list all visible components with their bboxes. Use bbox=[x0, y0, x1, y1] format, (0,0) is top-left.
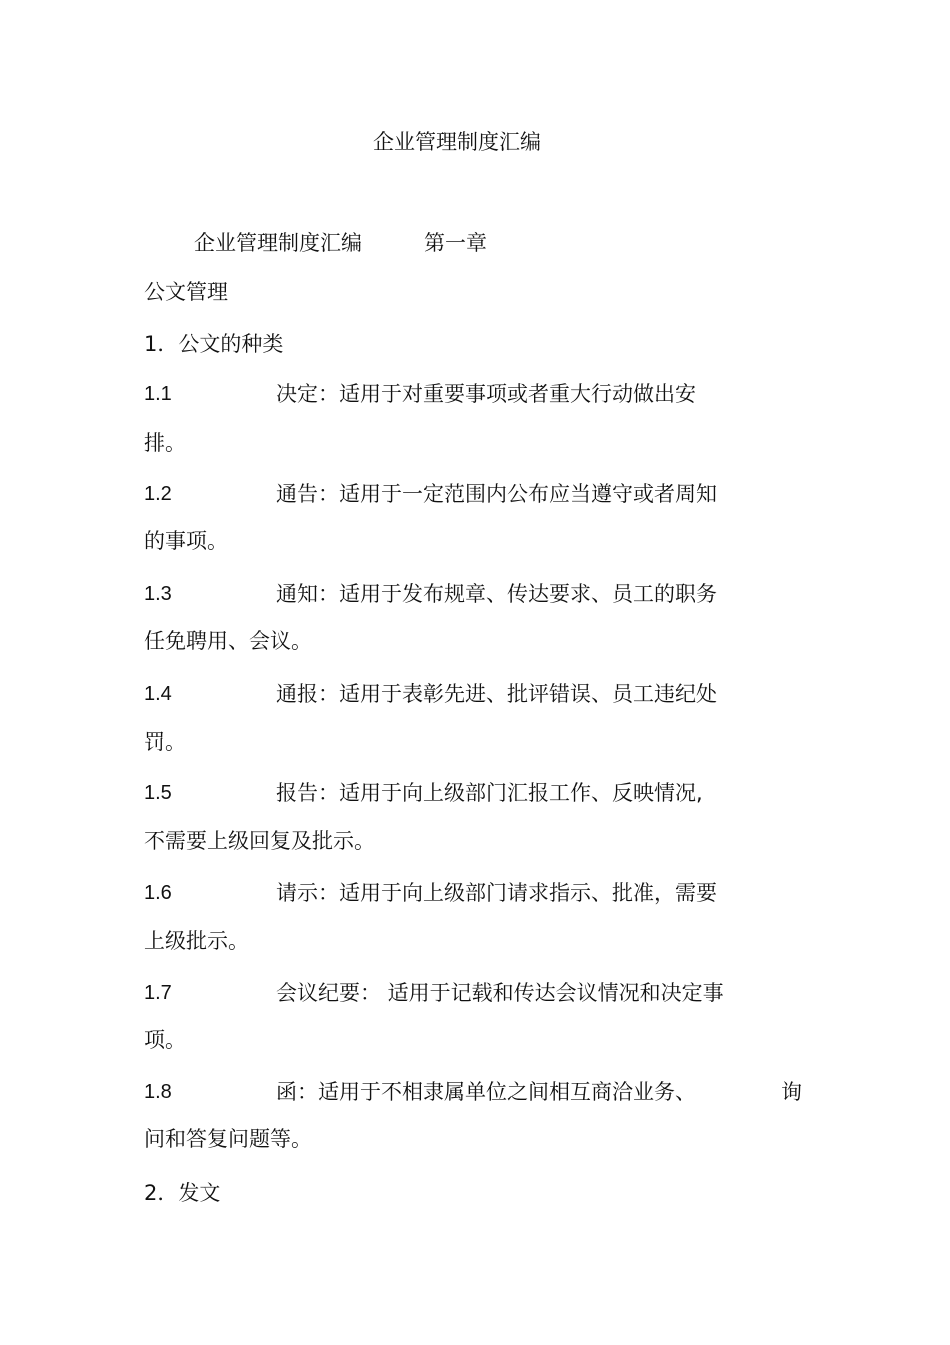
item-number: 1.7 bbox=[144, 982, 172, 1004]
item-text-line1-tail: 询 bbox=[781, 1080, 802, 1104]
item-text-line1: 通报：适用于表彰先进、批评错误、员工违纪处 bbox=[276, 682, 717, 706]
item-text-line1: 函：适用于不相隶属单位之间相互商洽业务、 bbox=[276, 1080, 696, 1104]
item-text-line2: 上级批示。 bbox=[144, 929, 249, 953]
item-text-line2: 不需要上级回复及批示。 bbox=[144, 829, 375, 853]
chapter-name: 公文管理 bbox=[144, 280, 228, 304]
item-text-line2: 任免聘用、会议。 bbox=[144, 629, 312, 653]
item-text-line1: 报告：适用于向上级部门汇报工作、反映情况, bbox=[276, 781, 703, 805]
item-text-line1: 会议纪要： 适用于记载和传达会议情况和决定事 bbox=[276, 981, 724, 1005]
item-number: 1.3 bbox=[144, 583, 172, 605]
item-text-line2: 项。 bbox=[144, 1028, 186, 1052]
item-text-line2: 排。 bbox=[144, 431, 186, 455]
document-title: 企业管理制度汇编 bbox=[373, 130, 541, 154]
item-number: 1.1 bbox=[144, 383, 172, 405]
item-text-line1: 请示：适用于向上级部门请求指示、批准，需要 bbox=[276, 881, 717, 905]
item-number: 1.8 bbox=[144, 1081, 172, 1103]
item-number: 1.2 bbox=[144, 483, 172, 505]
document-subtitle-left: 企业管理制度汇编 bbox=[194, 231, 362, 255]
item-text-line2: 的事项。 bbox=[144, 529, 228, 553]
item-number: 1.5 bbox=[144, 782, 172, 804]
item-text-line1: 决定：适用于对重要事项或者重大行动做出安 bbox=[276, 382, 696, 406]
item-text-line1: 通知：适用于发布规章、传达要求、员工的职务 bbox=[276, 582, 717, 606]
section-heading-1: 1．公文的种类 bbox=[144, 332, 284, 356]
item-number: 1.6 bbox=[144, 882, 172, 904]
item-text-line2: 问和答复问题等。 bbox=[144, 1127, 312, 1151]
document-subtitle-right: 第一章 bbox=[424, 231, 487, 255]
item-text-line2: 罚。 bbox=[144, 730, 186, 754]
item-number: 1.4 bbox=[144, 683, 172, 705]
section-heading-2: 2．发文 bbox=[144, 1181, 221, 1205]
item-text-line1: 通告：适用于一定范围内公布应当遵守或者周知 bbox=[276, 482, 717, 506]
